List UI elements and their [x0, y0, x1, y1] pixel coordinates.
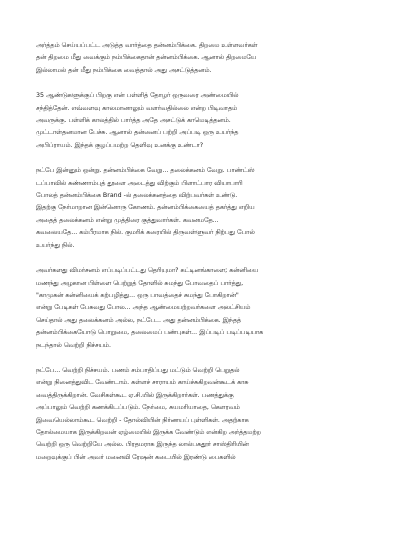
- text-line: உயர்ந்து நில்.: [36, 241, 75, 249]
- text-line: செய்தால் அது தலைக்கனம் அல்ல, நட்பே... அது தன்னம்பிக்கை. இந்தத்: [36, 316, 242, 324]
- text-line: அர்த்தம் செய்யப்பட்ட அடுத்த வார்த்தை தன்னம்பிக்கை. திறமை உள்ளவர்கள்: [36, 42, 258, 49]
- text-line: முட்டாள்தனமான பேச்சு. ஆனால் தன்னைப் பற்றி அப்படி ஒரு உயர்ந்த: [36, 129, 239, 137]
- text-line: நட்பே... வெற்றி நிச்சயம். பணம் சம்பாதிப்பது மட்டும் வெற்றி பெறுதல்: [36, 366, 240, 374]
- text-line: அப்பாலும் வெற்றி கணக்கிடப்படும். நேர்மை, சுயமரியாதை, கௌரவம்: [36, 404, 240, 412]
- text-line: இவையெல்லாம்கூட வெற்றி - தோல்வியின் நிர்ணயப் புள்ளிகள். அதற்காக: [36, 416, 249, 424]
- text-line: அவர்களது விமர்சனம் எப்படிப்பட்டது தெரியுமா? கட்டினங்காளை; கன்னியை: [36, 267, 259, 275]
- text-line: போலத் தன்னம்பிக்கை Brand -ல் தலைக்கனத்தை விற்பவர்கள் உண்டு.: [36, 192, 238, 200]
- text-line: தன் திறமை மீது வைக்கும் நம்பிக்கைதான் தன்னம்பிக்கை. ஆனால் திறமையே: [36, 54, 257, 62]
- document-page: [36, 40, 388, 464]
- text-line: கவலையதே... கம்பீரமாக நில். குமரிக் கரையில் திருவள்ளுவர் நிற்பது போல்: [36, 229, 255, 237]
- text-line: தன்னம்பிக்கையோடு பொறுமை, தலைமைப் பண்புகள்... இப்படிப் படிப்படியாக: [36, 329, 264, 337]
- text-line: அவருக்கு. பள்ளிக் காலத்தில் பார்த்த அதே அசட்டுக் காமெடித்தனம்.: [36, 117, 231, 125]
- text-line: டப்பாவில் சுண்ணாம்புத் தூளை அடைத்து விற்கும் பிளாட்பார வியாபாரி: [36, 179, 243, 187]
- text-line: நடந்தால் வெற்றி நிச்சயம்.: [36, 341, 111, 349]
- text-line: அதைத் தலைக்கனம் என்று முத்திரை குத்துவார்கள். கவனமதே...: [36, 216, 219, 224]
- text-line: சந்தித்தேன். எவ்வளவு காலமானாலும் வளர்வதில்லை என்ற பிடிவாதம்: [36, 104, 238, 112]
- paragraph: [36, 365, 388, 464]
- text-line: இதற்கு நேர்மாறான இன்னொரு கோணம். தன்னம்பிக்கையைத் தகர்த்து எறிய: [36, 204, 255, 212]
- text-line: இல்லாமல் தன் மீது நம்பிக்கை வைத்தால் அது அசட்டுத்தனம்.: [36, 66, 212, 74]
- text-line: என்று பேடிகள் பேசுவது போல... அந்த ஆண்மையற்றவர்களை அலட்சியம்: [36, 304, 251, 312]
- paragraph: [36, 40, 388, 77]
- text-line: என்று நினைத்துவிட வேண்டாம். கள்ளச் சாராயம் காய்ச்சுகிறவன்கூடக் காசு: [36, 379, 249, 387]
- text-line: அபிப்ராயம். இந்தக் குழப்பமற்ற தெளிவு உனக்கு உண்டா?: [36, 141, 204, 149]
- text-line: மறைவுக்குப் பின் அவர் மனைவி ரேஷன் கடையில் இரண்டு பைகளில்: [36, 453, 236, 461]
- text-line: 35 ஆண்டுகளுக்குப் பிறகு என் பள்ளித் தோழர் ஒருவரை அண்மையில்: [36, 92, 239, 100]
- text-line: "காமுகன் கன்னியைக் கற்பழித்து... ஒரு பாவத்தைச் சுமந்து போகிறான்": [36, 291, 239, 299]
- text-line: வைத்திருக்கிறான். வேசிகள்கூட ஏ.சி.யில் இருக்கிறார்கள். பணத்துக்கு: [36, 391, 234, 399]
- text-line: மணந்து அழகான பிள்ளை பெற்றுத் தோளில் சுமந்து போவதைப் பார்த்து,: [36, 279, 244, 287]
- paragraph: [36, 265, 388, 352]
- paragraph: [36, 90, 388, 152]
- paragraph: [36, 165, 388, 252]
- text-line: நட்பே இன்னும் ஒன்று. தன்னம்பிக்கை வேறு... தலைக்கனம் வேறு. பாண்ட்ஸ்: [36, 167, 255, 175]
- text-line: வெற்றி ஒரு வெற்றியே அல்ல. பிரதமராக இருந்த லால்பகதூர் சாஸ்திரியின்: [36, 441, 249, 449]
- text-line: தோல்மையாக இருக்கிறவன் ஏழ்மையில் இருக்க வேண்டும் என்கிற அர்த்தமற்ற: [36, 428, 261, 436]
